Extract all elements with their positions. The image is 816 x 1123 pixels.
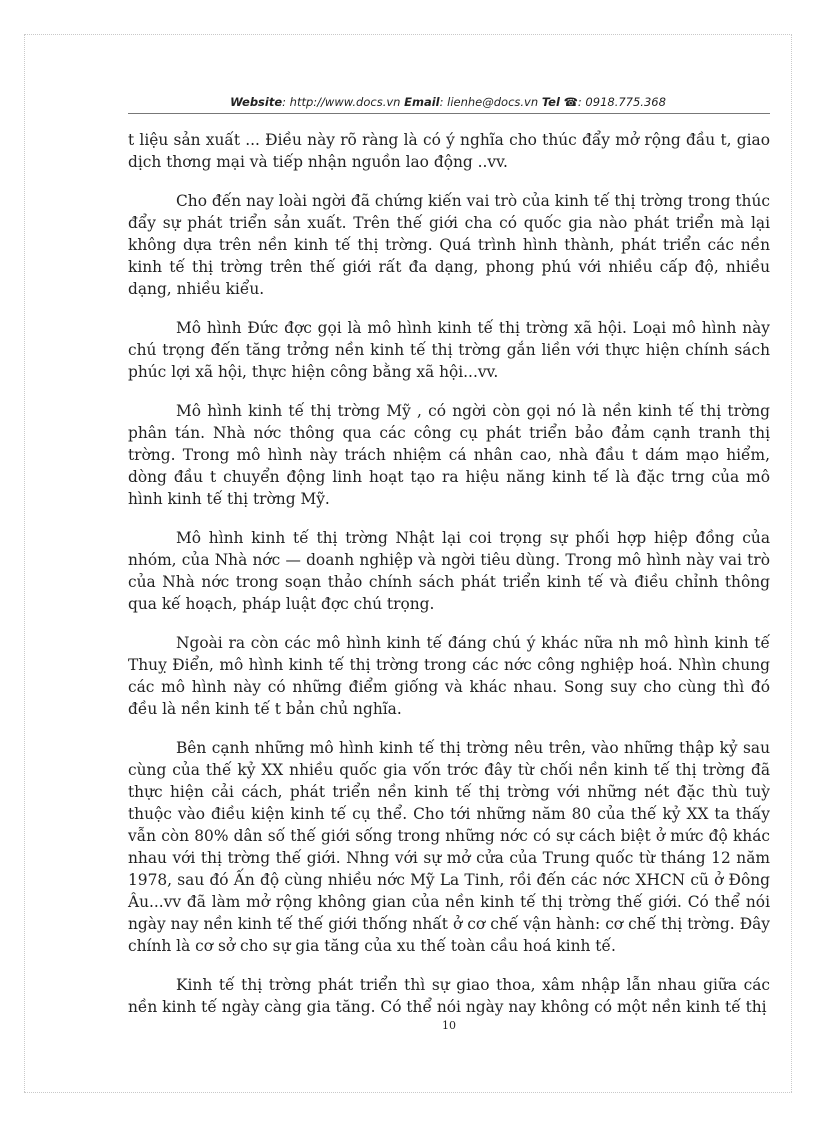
tel-label: Tel	[541, 95, 560, 109]
email-value: : lienhe@docs.vn	[439, 95, 539, 109]
paragraph: Ngoài ra còn các mô hình kinh tế đáng chú ý khác nữa nh mô hình kinh tế Thuỵ Điển, mô hình kinh tế thị trờng trong các nớc công nghiệp hoá. Nhìn chung các mô hình này có những điểm giống và khác nhau. Song suy cho cùng thì đó đều là nền kinh tế t bản chủ nghĩa.	[128, 634, 770, 718]
page-border-top	[24, 34, 792, 35]
page-border-left	[24, 34, 25, 1092]
header-rule	[128, 113, 770, 114]
paragraph: Mô hình Đức đợc gọi là mô hình kinh tế thị trờng xã hội. Loại mô hình này chú trọng đến tăng trởng nền kinh tế thị trờng gắn liền với thực hiện chính sách phúc lợi xã hội, thực hiện công bằng xã hội...vv.	[128, 319, 770, 381]
paragraph: Mô hình kinh tế thị trờng Nhật lại coi trọng sự phối hợp hiệp đồng của nhóm, của Nhà nớc — doanh nghiệp và ngời tiêu dùng. Trong mô hình này vai trò của Nhà nớc trong soạn thảo chính sách phát triển kinh tế và điều chỉnh thông qua kế hoạch, pháp luật đợc chú trọng.	[128, 529, 770, 613]
page-border-right	[791, 34, 792, 1092]
page-border-bottom	[24, 1092, 792, 1093]
website-label: Website	[230, 95, 283, 109]
paragraph: Kinh tế thị trờng phát triển thì sự giao thoa, xâm nhập lẫn nhau giữa các nền kinh tế ngày càng gia tăng. Có thể nói ngày nay không có một nền kinh tế thị	[128, 976, 770, 1016]
paragraph: Mô hình kinh tế thị trờng Mỹ , có ngời còn gọi nó là nền kinh tế thị trờng phân tán. Nhà nớc thông qua các công cụ phát triển bảo đảm cạnh tranh thị trờng. Trong mô hình này trách nhiệm cá nhân cao, nhà đầu t dám mạo hiểm, dòng đầu t chuyển động linh hoạt tạo ra hiệu năng kinh tế là đặc trng của mô hình kinh tế thị trờng Mỹ.	[128, 402, 770, 508]
page-number: 10	[442, 1019, 456, 1032]
phone-icon: ☎	[563, 95, 578, 109]
tel-value: : 0918.775.368	[577, 95, 666, 109]
paragraph: t liệu sản xuất ... Điều này rõ ràng là có ý nghĩa cho thúc đẩy mở rộng đầu t, giao dịch thơng mại và tiếp nhận nguồn lao động ..vv.	[128, 131, 770, 171]
document-body	[128, 129, 770, 1035]
paragraph: Cho đến nay loài ngời đã chứng kiến vai trò của kinh tế thị trờng trong thúc đẩy sự phát triển sản xuất. Trên thế giới cha có quốc gia nào phát triển mà lại không dựa trên nền kinh tế thị trờng. Quá trình hình thành, phát triển các nền kinh tế thị trờng trên thế giới rất đa dạng, phong phú với nhiều cấp độ, nhiều dạng, nhiều kiểu.	[128, 192, 770, 298]
page-header	[128, 95, 768, 109]
website-value: : http://www.docs.vn	[282, 95, 401, 109]
paragraph: Bên cạnh những mô hình kinh tế thị trờng nêu trên, vào những thập kỷ sau cùng của thế kỷ XX nhiều quốc gia vốn trớc đây từ chối nền kinh tế thị trờng đã thực hiện cải cách, phát triển nền kinh tế thị trờng với những nét đặc thù tuỳ thuộc vào điều kiện kinh tế cụ thể. Cho tới những năm 80 của thế kỷ XX ta thấy vẫn còn 80% dân số thế giới sống trong những nớc có sự cách biệt ở mức độ khác nhau với thị trờng thế giới. Nhng với sự mở cửa của Trung quốc từ tháng 12 năm 1978, sau đó Ấn độ cùng nhiều nớc Mỹ La Tinh, rồi đến các nớc XHCN cũ ở Đông Âu...vv đã làm mở rộng không gian của nền kinh tế thị trờng thế giới. Có thể nói ngày nay nền kinh tế thế giới thống nhất ở cơ chế vận hành: cơ chế thị trờng. Đây chính là cơ sở cho sự gia tăng của xu thế toàn cầu hoá kinh tế.	[128, 739, 770, 955]
email-label: Email	[404, 95, 440, 109]
